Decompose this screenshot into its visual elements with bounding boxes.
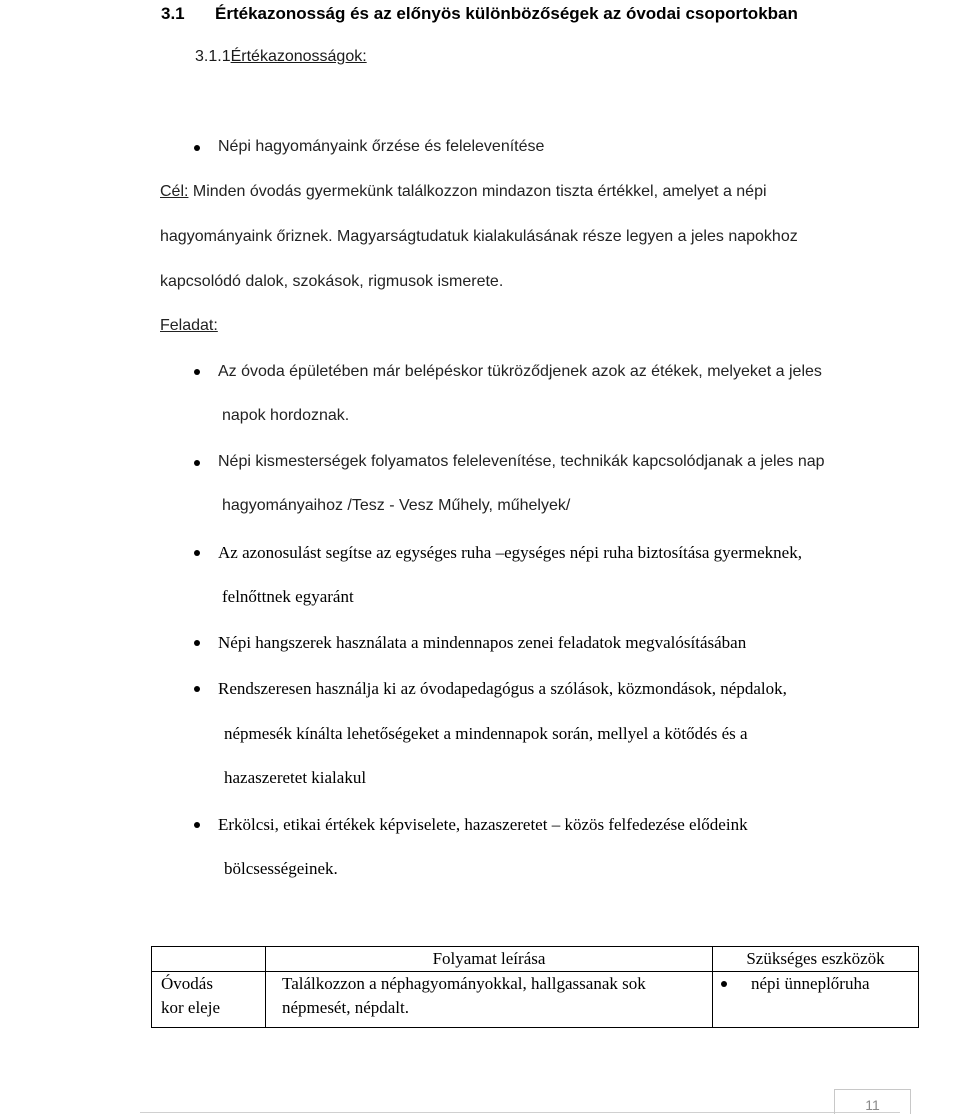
task-6-line-1: Erkölcsi, etikai értékek képviselete, hazaszeretet – közös felfedezése elődeink: [218, 815, 748, 834]
task-6-line-2: bölcsességeinek.: [224, 859, 338, 878]
bullet-icon: [194, 822, 200, 828]
table-header-cell: Szükséges eszközök: [713, 947, 919, 972]
task-label: Feladat:: [160, 317, 218, 334]
bullet-icon: [194, 460, 200, 466]
goal-label: Cél:: [160, 183, 189, 200]
table-cell-tools: népi ünneplőruha: [713, 972, 919, 1028]
table-cell-stage: Óvodás kor eleje: [152, 972, 266, 1028]
task-5-line-3: hazaszeretet kialakul: [224, 768, 367, 787]
task-3-line-2: felnőttnek egyaránt: [222, 587, 354, 606]
bullet-icon: [194, 640, 200, 646]
goal-line-1: Cél: Minden óvodás gyermekünk találkozzon mindazon tiszta értékkel, amelyet a népi: [160, 183, 767, 200]
table-header-row: [152, 947, 919, 972]
task-4-line-1: Népi hangszerek használata a mindennapos zenei feladatok megvalósításában: [218, 633, 747, 652]
bullet-icon: [194, 369, 200, 375]
section-number: 3.1: [161, 4, 185, 23]
bullet-icon: [194, 145, 200, 151]
page-number: 11: [834, 1089, 911, 1114]
bullet-icon: [194, 686, 200, 692]
task-5-line-1: Rendszeresen használja ki az óvodapedagógus a szólások, közmondások, népdalok,: [218, 679, 787, 698]
subsection-heading: [195, 48, 367, 66]
task-3-line-1: Az azonosulást segítse az egységes ruha –egységes népi ruha biztosítása gyermeknek,: [218, 543, 802, 562]
table-row: [152, 972, 919, 1028]
subsection-number: 3.1.1: [195, 48, 231, 65]
task-1-line-1: Az óvoda épületében már belépéskor tükröződjenek azok az étékek, melyeket a jeles: [218, 363, 822, 380]
goal-line-3: kapcsolódó dalok, szokások, rigmusok ismerete.: [160, 273, 504, 290]
task-5-line-2: népmesék kínálta lehetőségeket a mindennapok során, mellyel a kötődés és a: [224, 724, 748, 743]
bullet-icon: [194, 550, 200, 556]
table-header-cell: [152, 947, 266, 972]
bullet-icon: [721, 981, 727, 987]
task-2-line-1: Népi kismesterségek folyamatos felelevenítése, technikák kapcsolódjanak a jeles nap: [218, 453, 825, 470]
table-header-cell: Folyamat leírása: [266, 947, 713, 972]
task-1-line-2: napok hordoznak.: [222, 407, 350, 424]
footer-rule: [140, 1112, 900, 1113]
table-cell-process: Találkozzon a néphagyományokkal, hallgassanak sok népmesét, népdalt.: [266, 972, 713, 1028]
task-2-line-2: hagyományaihoz /Tesz - Vesz Műhely, műhelyek/: [222, 497, 571, 514]
goal-line-2: hagyományaink őriznek. Magyarságtudatuk kialakulásának része legyen a jeles napokhoz: [160, 228, 798, 245]
subsection-title: Értékazonosságok:: [230, 48, 367, 65]
program-table: [151, 946, 919, 1028]
section-title: Értékazonosság és az előnyös különbözőségek az óvodai csoportokban: [215, 4, 798, 23]
topic-text: Népi hagyományaink őrzése és felelevenítése: [218, 138, 545, 155]
section-heading: [161, 4, 798, 24]
